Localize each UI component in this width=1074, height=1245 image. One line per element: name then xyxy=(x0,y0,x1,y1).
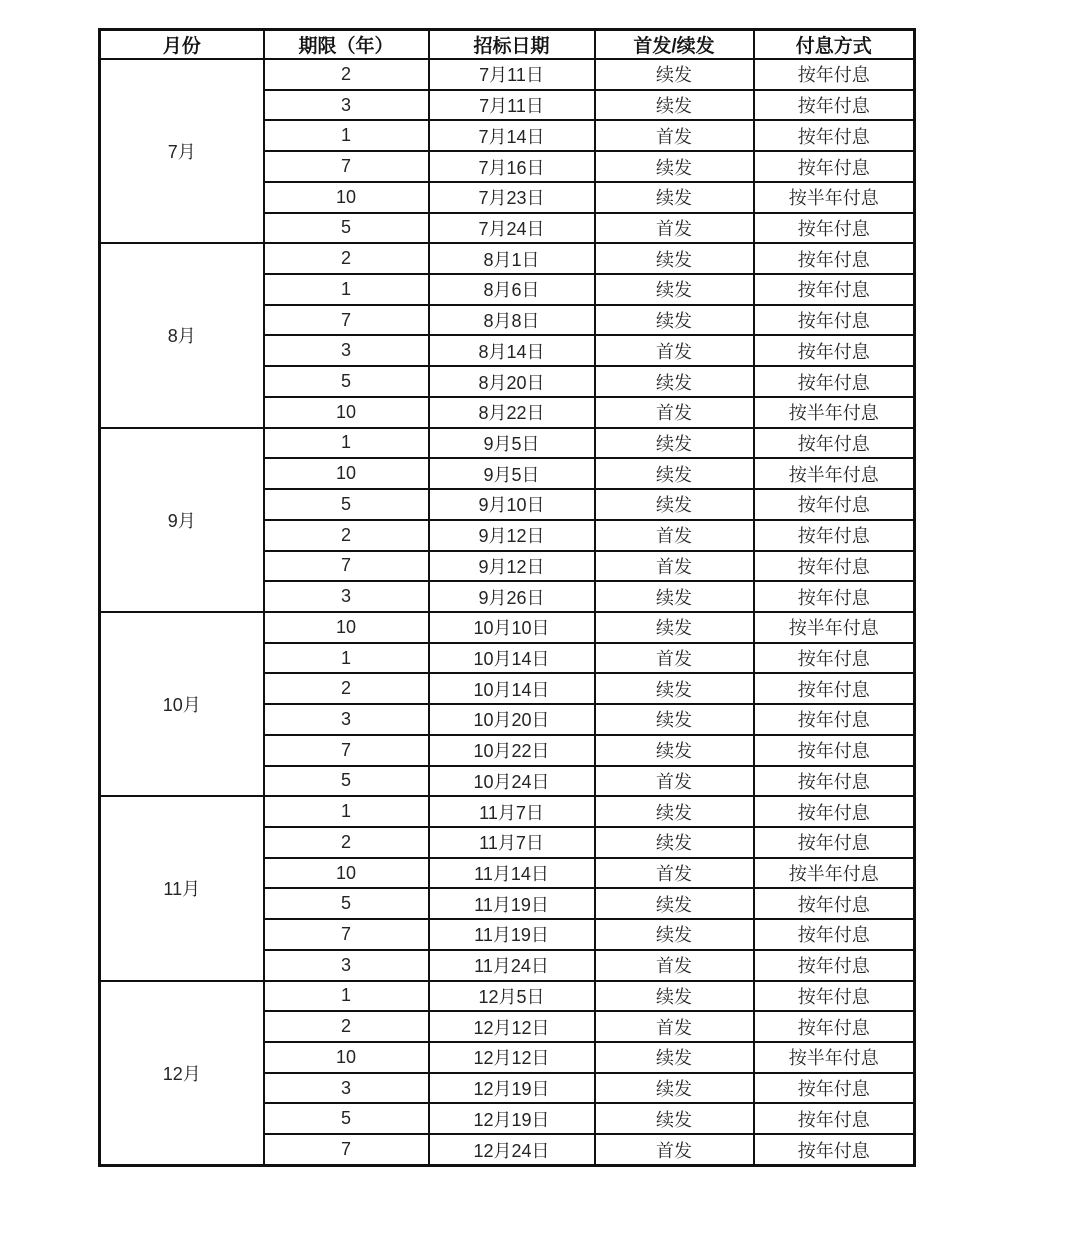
term-cell: 2 xyxy=(264,59,429,90)
tender-date-cell: 10月14日 xyxy=(429,673,595,704)
term-cell: 10 xyxy=(264,1042,429,1073)
term-cell: 1 xyxy=(264,120,429,151)
payment-method-cell: 按年付息 xyxy=(754,274,915,305)
payment-method-cell: 按半年付息 xyxy=(754,1042,915,1073)
term-cell: 10 xyxy=(264,397,429,428)
issue-type-cell: 续发 xyxy=(595,305,754,336)
table-row xyxy=(100,428,915,459)
tender-date-cell: 10月20日 xyxy=(429,704,595,735)
table-row xyxy=(100,59,915,90)
term-cell: 10 xyxy=(264,458,429,489)
payment-method-cell: 按半年付息 xyxy=(754,612,915,643)
term-cell: 5 xyxy=(264,888,429,919)
payment-method-cell: 按年付息 xyxy=(754,59,915,90)
term-cell: 3 xyxy=(264,581,429,612)
header-tender-date: 招标日期 xyxy=(429,30,595,60)
tender-date-cell: 7月16日 xyxy=(429,151,595,182)
tender-date-cell: 9月12日 xyxy=(429,551,595,582)
tender-date-cell: 12月24日 xyxy=(429,1134,595,1165)
issue-type-cell: 续发 xyxy=(595,1103,754,1134)
issue-type-cell: 续发 xyxy=(595,981,754,1012)
issue-type-cell: 首发 xyxy=(595,1011,754,1042)
term-cell: 10 xyxy=(264,858,429,889)
issue-type-cell: 续发 xyxy=(595,243,754,274)
payment-method-cell: 按年付息 xyxy=(754,151,915,182)
payment-method-cell: 按年付息 xyxy=(754,243,915,274)
tender-date-cell: 12月12日 xyxy=(429,1011,595,1042)
table-row xyxy=(100,796,915,827)
payment-method-cell: 按年付息 xyxy=(754,551,915,582)
header-month: 月份 xyxy=(100,30,264,60)
term-cell: 2 xyxy=(264,827,429,858)
tender-date-cell: 10月22日 xyxy=(429,735,595,766)
payment-method-cell: 按年付息 xyxy=(754,1011,915,1042)
tender-date-cell: 9月12日 xyxy=(429,520,595,551)
tender-date-cell: 7月23日 xyxy=(429,182,595,213)
tender-date-cell: 10月14日 xyxy=(429,643,595,674)
tender-date-cell: 7月11日 xyxy=(429,59,595,90)
payment-method-cell: 按年付息 xyxy=(754,673,915,704)
payment-method-cell: 按年付息 xyxy=(754,120,915,151)
term-cell: 3 xyxy=(264,90,429,121)
tender-date-cell: 8月22日 xyxy=(429,397,595,428)
issue-type-cell: 首发 xyxy=(595,858,754,889)
term-cell: 1 xyxy=(264,643,429,674)
term-cell: 7 xyxy=(264,919,429,950)
header-payment-method: 付息方式 xyxy=(754,30,915,60)
tender-date-cell: 11月14日 xyxy=(429,858,595,889)
table-row xyxy=(100,612,915,643)
payment-method-cell: 按半年付息 xyxy=(754,858,915,889)
table-row xyxy=(100,981,915,1012)
payment-method-cell: 按年付息 xyxy=(754,428,915,459)
tender-date-cell: 9月26日 xyxy=(429,581,595,612)
payment-method-cell: 按年付息 xyxy=(754,981,915,1012)
term-cell: 7 xyxy=(264,551,429,582)
tender-date-cell: 12月19日 xyxy=(429,1103,595,1134)
payment-method-cell: 按半年付息 xyxy=(754,397,915,428)
issuance-schedule-table xyxy=(98,28,916,1167)
term-cell: 10 xyxy=(264,612,429,643)
tender-date-cell: 7月24日 xyxy=(429,213,595,244)
term-cell: 7 xyxy=(264,305,429,336)
term-cell: 3 xyxy=(264,950,429,981)
month-cell: 10月 xyxy=(100,612,264,796)
tender-date-cell: 9月5日 xyxy=(429,428,595,459)
term-cell: 5 xyxy=(264,1103,429,1134)
issue-type-cell: 首发 xyxy=(595,335,754,366)
payment-method-cell: 按半年付息 xyxy=(754,182,915,213)
term-cell: 7 xyxy=(264,735,429,766)
issue-type-cell: 首发 xyxy=(595,120,754,151)
term-cell: 7 xyxy=(264,151,429,182)
term-cell: 1 xyxy=(264,796,429,827)
payment-method-cell: 按年付息 xyxy=(754,489,915,520)
issue-type-cell: 续发 xyxy=(595,735,754,766)
month-cell: 9月 xyxy=(100,428,264,612)
payment-method-cell: 按年付息 xyxy=(754,919,915,950)
payment-method-cell: 按年付息 xyxy=(754,643,915,674)
issue-type-cell: 首发 xyxy=(595,551,754,582)
issue-type-cell: 续发 xyxy=(595,151,754,182)
issue-type-cell: 续发 xyxy=(595,428,754,459)
tender-date-cell: 7月14日 xyxy=(429,120,595,151)
payment-method-cell: 按年付息 xyxy=(754,1103,915,1134)
issue-type-cell: 续发 xyxy=(595,796,754,827)
month-cell: 8月 xyxy=(100,243,264,427)
issue-type-cell: 续发 xyxy=(595,673,754,704)
payment-method-cell: 按年付息 xyxy=(754,90,915,121)
issue-type-cell: 续发 xyxy=(595,489,754,520)
tender-date-cell: 12月19日 xyxy=(429,1073,595,1104)
tender-date-cell: 8月1日 xyxy=(429,243,595,274)
tender-date-cell: 10月24日 xyxy=(429,766,595,797)
payment-method-cell: 按年付息 xyxy=(754,950,915,981)
payment-method-cell: 按年付息 xyxy=(754,888,915,919)
term-cell: 7 xyxy=(264,1134,429,1165)
term-cell: 2 xyxy=(264,243,429,274)
tender-date-cell: 11月19日 xyxy=(429,919,595,950)
term-cell: 2 xyxy=(264,673,429,704)
payment-method-cell: 按年付息 xyxy=(754,766,915,797)
tender-date-cell: 10月10日 xyxy=(429,612,595,643)
issue-type-cell: 续发 xyxy=(595,612,754,643)
header-term-years: 期限（年） xyxy=(264,30,429,60)
tender-date-cell: 12月5日 xyxy=(429,981,595,1012)
payment-method-cell: 按年付息 xyxy=(754,1073,915,1104)
issue-type-cell: 首发 xyxy=(595,397,754,428)
term-cell: 1 xyxy=(264,274,429,305)
issue-type-cell: 首发 xyxy=(595,213,754,244)
tender-date-cell: 8月20日 xyxy=(429,366,595,397)
issue-type-cell: 续发 xyxy=(595,1042,754,1073)
payment-method-cell: 按年付息 xyxy=(754,581,915,612)
tender-date-cell: 11月24日 xyxy=(429,950,595,981)
tender-date-cell: 11月7日 xyxy=(429,827,595,858)
month-cell: 12月 xyxy=(100,981,264,1166)
schedule-table-body xyxy=(100,59,915,1166)
tender-date-cell: 8月8日 xyxy=(429,305,595,336)
issue-type-cell: 续发 xyxy=(595,182,754,213)
issue-type-cell: 续发 xyxy=(595,59,754,90)
payment-method-cell: 按年付息 xyxy=(754,704,915,735)
term-cell: 5 xyxy=(264,766,429,797)
issue-type-cell: 续发 xyxy=(595,888,754,919)
issue-type-cell: 续发 xyxy=(595,458,754,489)
issue-type-cell: 续发 xyxy=(595,827,754,858)
payment-method-cell: 按年付息 xyxy=(754,305,915,336)
issue-type-cell: 续发 xyxy=(595,581,754,612)
term-cell: 5 xyxy=(264,366,429,397)
payment-method-cell: 按年付息 xyxy=(754,335,915,366)
term-cell: 3 xyxy=(264,704,429,735)
payment-method-cell: 按年付息 xyxy=(754,827,915,858)
tender-date-cell: 8月14日 xyxy=(429,335,595,366)
issue-type-cell: 续发 xyxy=(595,704,754,735)
month-cell: 11月 xyxy=(100,796,264,980)
payment-method-cell: 按年付息 xyxy=(754,735,915,766)
payment-method-cell: 按半年付息 xyxy=(754,458,915,489)
header-issue-type: 首发/续发 xyxy=(595,30,754,60)
issue-type-cell: 首发 xyxy=(595,950,754,981)
term-cell: 3 xyxy=(264,335,429,366)
term-cell: 2 xyxy=(264,520,429,551)
issue-type-cell: 续发 xyxy=(595,919,754,950)
term-cell: 5 xyxy=(264,489,429,520)
issue-type-cell: 续发 xyxy=(595,274,754,305)
tender-date-cell: 9月5日 xyxy=(429,458,595,489)
term-cell: 10 xyxy=(264,182,429,213)
table-header-row xyxy=(100,30,915,60)
term-cell: 3 xyxy=(264,1073,429,1104)
term-cell: 2 xyxy=(264,1011,429,1042)
issue-type-cell: 续发 xyxy=(595,1073,754,1104)
tender-date-cell: 11月19日 xyxy=(429,888,595,919)
issue-type-cell: 首发 xyxy=(595,1134,754,1165)
tender-date-cell: 12月12日 xyxy=(429,1042,595,1073)
term-cell: 1 xyxy=(264,981,429,1012)
issue-type-cell: 首发 xyxy=(595,520,754,551)
month-cell: 7月 xyxy=(100,59,264,243)
issue-type-cell: 续发 xyxy=(595,90,754,121)
payment-method-cell: 按年付息 xyxy=(754,1134,915,1165)
term-cell: 5 xyxy=(264,213,429,244)
issue-type-cell: 首发 xyxy=(595,766,754,797)
tender-date-cell: 7月11日 xyxy=(429,90,595,121)
payment-method-cell: 按年付息 xyxy=(754,366,915,397)
term-cell: 1 xyxy=(264,428,429,459)
tender-date-cell: 11月7日 xyxy=(429,796,595,827)
issue-type-cell: 首发 xyxy=(595,643,754,674)
payment-method-cell: 按年付息 xyxy=(754,213,915,244)
payment-method-cell: 按年付息 xyxy=(754,520,915,551)
issue-type-cell: 续发 xyxy=(595,366,754,397)
tender-date-cell: 8月6日 xyxy=(429,274,595,305)
table-row xyxy=(100,243,915,274)
payment-method-cell: 按年付息 xyxy=(754,796,915,827)
tender-date-cell: 9月10日 xyxy=(429,489,595,520)
